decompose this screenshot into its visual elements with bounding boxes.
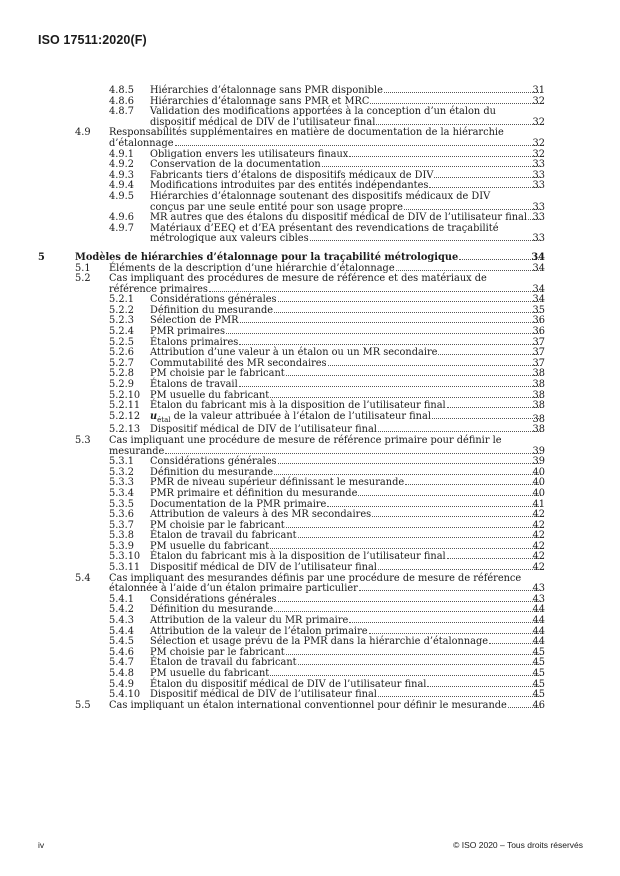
toc-entry-title: conçus par une seule entité pour son usage propre: [150, 201, 403, 213]
toc-page-number: 42: [532, 540, 545, 552]
toc-entry-title: Définition du mesurande: [150, 604, 274, 616]
toc-entry-number: 5.3.11: [109, 562, 141, 574]
toc-page-number: 44: [532, 604, 545, 616]
toc-entry-title: Conservation de la documentation: [150, 159, 321, 171]
toc-entry-title: PM usuelle du fabricant: [150, 668, 270, 680]
toc-entry[interactable]: [0, 86, 620, 97]
toc-entry[interactable]: [0, 510, 620, 521]
toc-page-number: 44: [532, 625, 545, 637]
toc-entry-title: Attribution d’une valeur à un étalon ou un MR secondaire: [150, 347, 438, 359]
toc-entry-number: 5.4.1: [109, 593, 134, 605]
toc-entry[interactable]: [0, 574, 620, 595]
toc-entry-number: 5.4.10: [109, 689, 141, 701]
toc-page-number: 38: [532, 413, 545, 425]
document-header: ISO 17511:2020(F): [38, 33, 147, 47]
dot-leader: [434, 177, 541, 178]
toc-entry[interactable]: [0, 327, 620, 338]
dot-leader: [427, 686, 541, 687]
toc-page-number: 44: [532, 636, 545, 648]
toc-entry-number: 5.2.1: [109, 294, 134, 306]
toc-entry[interactable]: [0, 595, 620, 606]
toc-entry-title: PM usuelle du fabricant: [150, 540, 270, 552]
toc-page-number: 35: [532, 304, 545, 316]
toc-page-number: 36: [532, 315, 545, 327]
dot-leader: [239, 344, 541, 345]
dot-leader: [239, 386, 541, 387]
toc-entry[interactable]: [0, 369, 620, 380]
dot-leader: [328, 365, 541, 366]
toc-entry-number: 5.1: [75, 262, 91, 274]
toc-page-number: 33: [532, 169, 545, 181]
dot-leader: [378, 431, 541, 432]
dot-leader: [270, 397, 541, 398]
toc-page-number: 31: [532, 85, 545, 96]
toc-entry-title: PM choisie par le fabricant: [150, 368, 285, 380]
toc-entry-title: PM choisie par le fabricant: [150, 646, 285, 658]
toc-page-number: 43: [532, 593, 545, 605]
toc-entry-title: Hiérarchies d’étalonnage sans PMR et MRC: [150, 95, 370, 107]
dot-leader: [359, 590, 541, 591]
toc-entry-number: 5.2.4: [109, 326, 134, 338]
dot-leader: [405, 484, 541, 485]
dot-leader: [175, 145, 541, 146]
dot-leader: [240, 322, 541, 323]
toc-entry-number: 5.4.9: [109, 678, 134, 690]
toc-entry-title: Commutabilité des MR secondaires: [150, 357, 327, 369]
toc-page-number: 33: [532, 201, 545, 213]
toc-entry-number: 5.4.5: [109, 636, 134, 648]
toc-entry[interactable]: [0, 359, 620, 370]
dot-leader: [286, 375, 541, 376]
toc-entry-number: 5: [38, 251, 45, 263]
toc-entry-number: 5.3.9: [109, 540, 134, 552]
toc-page-number: 40: [532, 466, 545, 478]
toc-entry-number: 5.4.7: [109, 657, 134, 669]
toc-page-number: 37: [532, 336, 545, 348]
toc-entry-title: Cas impliquant des mesurandes définis par une procédure de mesure de référence: [109, 572, 522, 584]
toc-page-number: 36: [532, 326, 545, 338]
toc-entry-number: 4.9.3: [109, 169, 134, 181]
dot-leader: [404, 209, 541, 210]
toc-entry-number: 4.8.6: [109, 95, 134, 107]
toc-entry-number: 5.4.2: [109, 604, 134, 616]
toc-entry-number: 5.2.3: [109, 315, 134, 327]
toc-page-number: 38: [532, 389, 545, 401]
toc-page-number: 41: [532, 498, 545, 510]
toc-entry[interactable]: [0, 128, 620, 149]
toc-entry-number: 5.3.3: [109, 477, 134, 489]
toc-page-number: 38: [532, 424, 545, 436]
toc-page-number: 37: [532, 357, 545, 369]
toc-entry-title: Cas impliquant des procédures de mesure de référence et des matériaux de: [109, 273, 487, 285]
uncertainty-subscript: étal: [157, 415, 171, 424]
toc-entry-title: Étalon de travail du fabricant: [150, 530, 297, 542]
dot-leader: [274, 611, 541, 612]
toc-page-number: 40: [532, 477, 545, 489]
toc-entry[interactable]: [0, 224, 620, 245]
dot-leader: [270, 548, 541, 549]
toc-entry-title: Validation des modifications apportées à la conception d’un étalon du: [150, 106, 496, 118]
toc-entry-title: Dispositif médical de DIV de l’utilisateur final: [150, 562, 377, 574]
toc-entry-title: dispositif médical de DIV de l’utilisateur final: [150, 116, 376, 128]
toc-entry-title: Attribution de la valeur du MR primaire: [150, 615, 349, 627]
toc-entry-number: 5.3.4: [109, 487, 134, 499]
toc-entry[interactable]: [0, 521, 620, 532]
toc-entry-title: Définition du mesurande: [150, 466, 274, 478]
toc-entry-title: mesurande: [109, 445, 165, 457]
toc-entry-title: étalonnée à l’aide d’un étalon primaire particulier: [109, 583, 358, 595]
toc-entry-number: 5.3.1: [109, 456, 134, 468]
toc-entry[interactable]: [0, 648, 620, 659]
dot-leader: [298, 664, 541, 665]
dot-leader: [429, 187, 541, 188]
toc-entry-title: Documentation de la PMR primaire: [150, 498, 327, 510]
toc-entry-title: Étalon du fabricant mis à la disposition de l’utilisateur final: [150, 400, 446, 412]
dot-leader: [278, 463, 541, 464]
toc-entry-title: Dispositif médical de DIV de l’utilisateur final: [150, 424, 377, 436]
toc-entry-title: Modèles de hiérarchies d’étalonnage pour la traçabilité métrologique: [75, 251, 459, 263]
toc-page-number: 45: [532, 689, 545, 701]
toc-entry-title: PMR primaire et définition du mesurande: [150, 487, 358, 499]
dot-leader: [165, 453, 541, 454]
toc-entry-title: Obligation envers les utilisateurs finaux: [150, 148, 349, 160]
dot-leader: [358, 495, 541, 496]
toc-entry-title: Hiérarchies d’étalonnage sans PMR disponible: [150, 85, 383, 96]
toc-entry-number: 4.9.1: [109, 148, 134, 160]
dot-leader: [349, 156, 541, 157]
toc-entry-number: 4.8.5: [109, 85, 134, 96]
toc-entry[interactable]: [0, 306, 620, 317]
toc-page-number: 45: [532, 657, 545, 669]
dot-leader: [384, 92, 541, 93]
toc-page-number: 38: [532, 400, 545, 412]
toc-entry-number: 4.9.6: [109, 212, 134, 224]
toc-entry-number: 5.2.2: [109, 304, 134, 316]
toc-page-number: 45: [532, 678, 545, 690]
toc-entry[interactable]: [0, 658, 620, 669]
toc-entry-title: Responsabilités supplémentaires en matière de documentation de la hiérarchie: [109, 127, 504, 139]
toc-entry-number: 4.8.7: [109, 106, 134, 118]
toc-entry-title: Cas impliquant un étalon international conventionnel pour définir le mesurande: [109, 699, 507, 711]
dot-leader: [226, 333, 541, 334]
toc-entry-title: Dispositif médical de DIV de l’utilisateur final: [150, 689, 377, 701]
toc-page-number: 32: [532, 95, 545, 107]
toc-entry[interactable]: [0, 316, 620, 327]
uncertainty-symbol: u: [150, 410, 158, 422]
toc-entry-number: 5.2.13: [109, 424, 141, 436]
toc-entry-title: Modifications introduites par des entités indépendantes: [150, 180, 429, 192]
toc-page-number: 34: [532, 283, 545, 295]
toc-entry-number: 5.3.7: [109, 519, 134, 531]
dot-leader: [209, 291, 541, 292]
toc-entry[interactable]: [0, 457, 620, 468]
toc-entry-title: PM usuelle du fabricant: [150, 389, 270, 401]
toc-entry-number: 5.3: [75, 434, 91, 446]
dot-leader: [378, 569, 541, 570]
dot-leader: [327, 506, 541, 507]
dot-leader: [274, 474, 541, 475]
toc-entry-number: 5.4: [75, 572, 91, 584]
toc-entry-number: 5.2.8: [109, 368, 134, 380]
toc-page-number: 32: [532, 137, 545, 149]
dot-leader: [278, 601, 541, 602]
toc-page-number: 33: [532, 180, 545, 192]
toc-entry-number: 4.9.5: [109, 190, 134, 202]
toc-entry-number: 5.2.10: [109, 389, 141, 401]
toc-entry-title: référence primaires: [109, 283, 208, 295]
toc-entry-title: métrologique aux valeurs cibles: [150, 233, 309, 245]
toc-page-number: 46: [532, 699, 545, 711]
toc-entry-number: 4.9.7: [109, 222, 134, 234]
toc-entry[interactable]: [0, 701, 620, 712]
dot-leader: [396, 270, 541, 271]
dot-leader: [310, 240, 541, 241]
toc-entry[interactable]: [0, 107, 620, 128]
toc-entry-title: MR autres que des étalons du dispositif médical de DIV de l’utilisateur final: [150, 212, 528, 224]
dot-leader: [270, 675, 541, 676]
toc-page-number: 32: [532, 148, 545, 160]
toc-entry-number: 5.4.6: [109, 646, 134, 658]
dot-leader: [447, 558, 541, 559]
toc-page-number: 37: [532, 347, 545, 359]
toc-entry-title: d’étalonnage: [109, 137, 174, 149]
toc-entry-title: Étalon du dispositif médical de DIV de l’utilisateur final: [150, 678, 427, 690]
dot-leader: [369, 633, 541, 634]
toc-page-number: 34: [532, 262, 545, 274]
toc-entry-number: 4.9.4: [109, 180, 134, 192]
toc-entry-number: 5.3.8: [109, 530, 134, 542]
toc-page-number: 40: [532, 487, 545, 499]
toc-entry-title: PMR de niveau supérieur définissant le mesurande: [150, 477, 405, 489]
dot-leader: [378, 696, 541, 697]
toc-entry-number: 5.2.7: [109, 357, 134, 369]
page-number: iv: [38, 840, 45, 850]
toc-page-number: 43: [532, 583, 545, 595]
toc-entry[interactable]: [0, 295, 620, 306]
dot-leader: [432, 418, 541, 419]
dot-leader: [372, 516, 541, 517]
toc-entry-title: Considérations générales: [150, 294, 277, 306]
toc-page-number: 45: [532, 668, 545, 680]
dot-leader: [278, 301, 541, 302]
toc-entry-title: de la valeur attribuée à l’étalon de l’utilisateur final: [170, 410, 431, 422]
dot-leader: [298, 537, 541, 538]
toc-entry-title: PM choisie par le fabricant: [150, 519, 285, 531]
toc-entry[interactable]: [0, 436, 620, 457]
toc-page-number: 32: [532, 116, 545, 128]
toc-entry-number: 5.4.4: [109, 625, 134, 637]
dot-leader: [286, 527, 541, 528]
toc-entry-number: 5.2.6: [109, 347, 134, 359]
toc-entry-title: Considérations générales: [150, 456, 277, 468]
toc-page-number: 38: [532, 368, 545, 380]
toc-entry-number: 5.3.10: [109, 551, 141, 563]
toc-entry-number: 5.3.5: [109, 498, 134, 510]
toc-entry-number: 5.4.8: [109, 668, 134, 680]
dot-leader: [459, 259, 541, 260]
toc-entry[interactable]: [0, 192, 620, 213]
toc-entry[interactable]: [0, 274, 620, 295]
toc-entry-number: 5.3.2: [109, 466, 134, 478]
toc-entry-title: Étalon du fabricant mis à la disposition de l’utilisateur final: [150, 551, 446, 563]
toc-entry-title: Fabricants tiers d’étalons de dispositifs médicaux de DIV: [150, 169, 434, 181]
toc-entry-number: 5.3.6: [109, 509, 134, 521]
toc-entry-number: 5.2: [75, 273, 91, 285]
toc-entry-title: Hiérarchies d’étalonnage soutenant des dispositifs médicaux de DIV: [150, 190, 491, 202]
toc-entry-title: Étalons de travail: [150, 379, 238, 391]
copyright-notice: © ISO 2020 – Tous droits réservés: [453, 840, 583, 850]
toc-entry-number: 5.4.3: [109, 615, 134, 627]
toc-entry-title: Sélection de PMR: [150, 315, 239, 327]
toc-page-number: 42: [532, 562, 545, 574]
toc-page-number: 42: [532, 509, 545, 521]
toc-entry[interactable]: [0, 489, 620, 500]
toc-entry[interactable]: [0, 531, 620, 542]
toc-entry-title: PMR primaires: [150, 326, 225, 338]
toc-page-number: 42: [532, 519, 545, 531]
dot-leader: [447, 407, 541, 408]
dot-leader: [370, 103, 541, 104]
toc-entry[interactable]: [0, 253, 620, 264]
toc-entry-title: Attribution de valeurs à des MR secondaires: [150, 509, 372, 521]
toc-entry-title: Étalon de travail du fabricant: [150, 657, 297, 669]
toc-entry-title: Sélection et usage prévu de la PMR dans la hiérarchie d’étalonnage: [150, 636, 489, 648]
dot-leader: [322, 166, 541, 167]
dot-leader: [438, 354, 541, 355]
dot-leader: [286, 654, 541, 655]
toc-page-number: 44: [532, 615, 545, 627]
toc-entry[interactable]: [0, 412, 620, 426]
toc-entry-title: Cas impliquant une procédure de mesure de référence primaire pour définir le: [109, 434, 502, 446]
toc-entry[interactable]: [0, 637, 620, 648]
toc-page-number: 33: [532, 159, 545, 171]
toc-page-number: 34: [531, 251, 545, 263]
dot-leader: [349, 622, 541, 623]
toc-entry-number: 5.5: [75, 699, 91, 711]
toc-entry-number: 5.2.5: [109, 336, 134, 348]
toc-entry-title: Définition du mesurande: [150, 304, 274, 316]
dot-leader: [376, 124, 541, 125]
toc-entry-number: 4.9: [75, 127, 91, 139]
toc-page-number: 33: [532, 212, 545, 224]
toc-page-number: 39: [532, 456, 545, 468]
toc-page-number: 33: [532, 233, 545, 245]
toc-page-number: 38: [532, 379, 545, 391]
table-of-contents: [0, 86, 620, 711]
toc-page-number: 34: [532, 294, 545, 306]
toc-entry-title: Matériaux d’EEQ et d’EA présentant des revendications de traçabilité: [150, 222, 499, 234]
toc-entry-number: 4.9.2: [109, 159, 134, 171]
toc-page-number: 39: [532, 445, 545, 457]
toc-entry-title: Étalons primaires: [150, 336, 239, 348]
toc-entry-number: 5.2.12: [109, 410, 141, 422]
toc-page-number: 45: [532, 646, 545, 658]
toc-entry[interactable]: [0, 380, 620, 391]
toc-entry-number: 5.2.11: [109, 400, 141, 412]
toc-entry-title: Attribution de la valeur de l’étalon primaire: [150, 625, 368, 637]
toc-page-number: 42: [532, 551, 545, 563]
toc-page-number: 42: [532, 530, 545, 542]
toc-entry-title: Éléments de la description d’une hiérarchie d’étalonnage: [109, 262, 395, 274]
toc-entry-title: Considérations générales: [150, 593, 277, 605]
toc-entry-number: 5.2.9: [109, 379, 134, 391]
dot-leader: [274, 312, 541, 313]
